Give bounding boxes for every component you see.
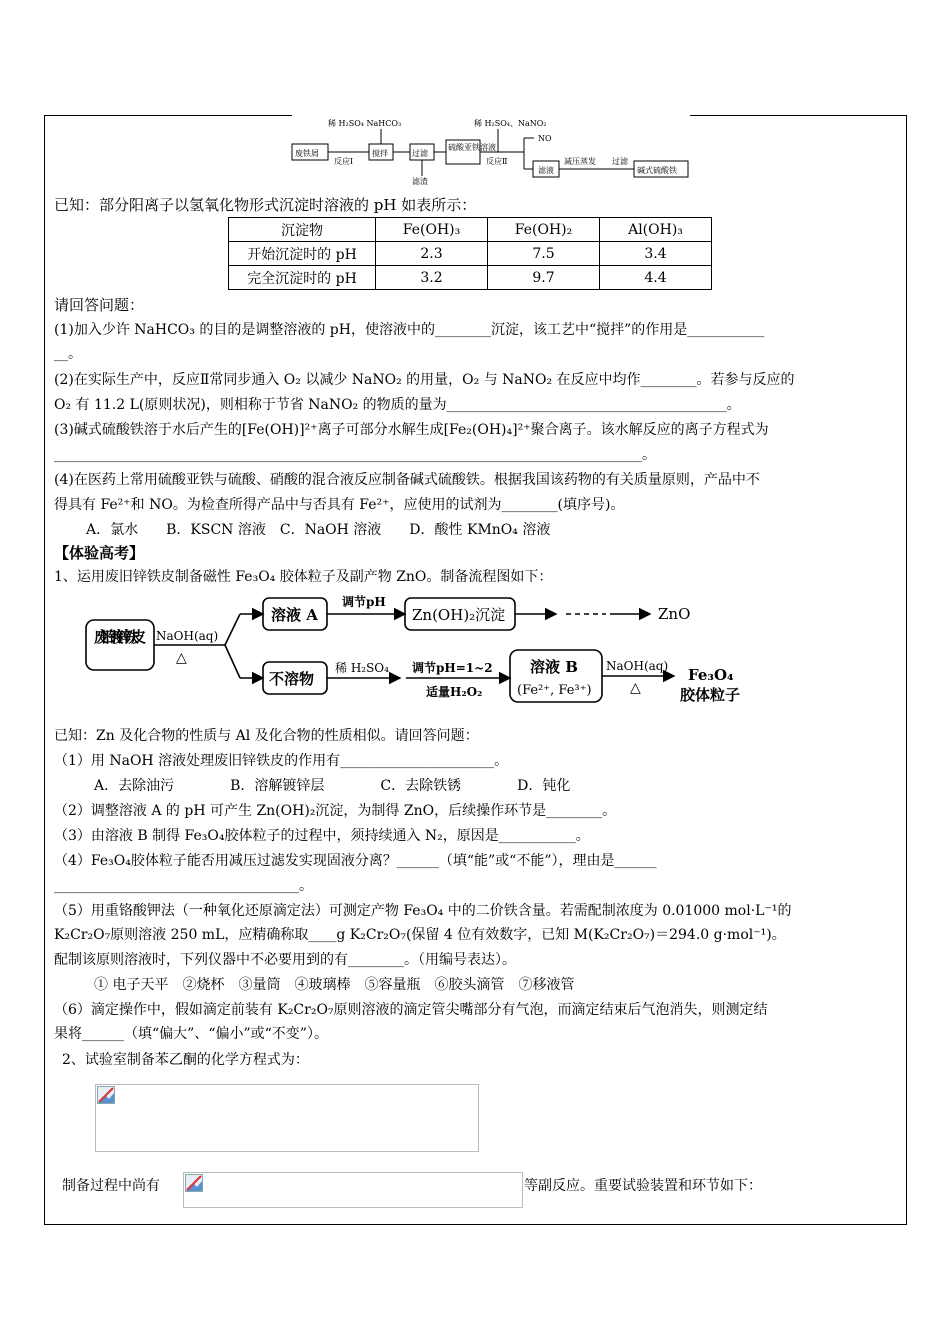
flow1-reaction2: 反应Ⅱ [486,157,508,166]
p1-q5-options: ① 电子天平 ②烧杯 ③量筒 ④玻璃棒 ⑤容量瓶 ⑥胶头滴管 ⑦移液管 [94,977,575,993]
ph-cell: 3.2 [376,266,488,290]
flow2-adjust-ph: 调节pH [342,595,386,609]
flow1-reaction1: 反应Ⅰ [334,157,354,166]
flow2-ions: (Fe²⁺, Fe³⁺) [517,683,592,698]
ph-cell: 2.3 [376,242,488,266]
question-intro: 请回答问题： [54,296,145,314]
flow1-filtrate: 滤液 [538,166,554,175]
flow2-solution-a: 溶液 A [271,606,318,624]
equation-image-placeholder [95,1084,479,1152]
known-statement-1: 已知：部分阳离子以氢氧化物形式沉淀时溶液的 pH 如表所示： [54,196,477,214]
ph-th-0: 沉淀物 [229,218,376,242]
p1-q1: （1）用 NaOH 溶液处理废旧锌铁皮的作用有______________________。 [54,753,509,769]
ph-th-2: Fe(OH)₂ [488,218,600,242]
p1-q2: （2）调整溶液 A 的 pH 可产生 Zn(OH)₂沉淀，为制得 ZnO，后续操作环节是________。 [54,803,617,819]
flow1-ferrous: 硫酸亚铁溶液 [448,143,496,152]
q4-options: A．氯水 B．KSCN 溶液 C．NaOH 溶液 D．酸性 KMnO₄ 溶液 [86,522,551,538]
flow2-insoluble: 不溶物 [269,670,315,688]
frame-top-left [44,115,292,116]
flow2-fe3o4: Fe₃O₄ [688,666,734,684]
p1-q3: （3）由溶液 B 制得 Fe₃O₄胶体粒子的过程中，须持续通入 N₂，原因是___________。 [54,828,590,844]
problem1-intro: 1、运用废旧锌铁皮制备磁性 Fe₃O₄ 胶体粒子及副产物 ZnO。制备流程图如下： [54,569,553,585]
flow2-naoh: NaOH(aq) [156,629,219,643]
flow1-reagents-1: 稀 H₂SO₄ NaHCO₃ [328,119,402,128]
flow2-solution-b: 溶液 B [530,658,578,676]
flow1-product: 碱式硫酸铁 [637,166,677,175]
frame-top-right [690,115,906,116]
flow1-filter2: 过滤 [612,157,628,166]
p1-q5-line3: 配制该原则溶液时，下列仪器中不必要用到的有________。（用编号表达）。 [54,952,516,968]
flow2-naoh2: NaOH(aq) [606,659,669,673]
p2-side-prefix: 制备过程中尚有 [62,1178,160,1194]
flow2-colloid: 胶体粒子 [680,686,741,704]
ph-th-3: Al(OH)₃ [600,218,712,242]
ph-cell: 开始沉淀时的 pH [229,242,376,266]
flow1-evaporate: 减压蒸发 [564,157,596,166]
flow2-delta: △ [176,650,187,666]
ph-cell: 7.5 [488,242,600,266]
flow1-no: NO [538,134,552,143]
side-reaction-image-placeholder [183,1172,523,1208]
flow1-start: 废铁屑 [295,149,319,158]
q1-line2: __。 [54,346,82,362]
flow2-znoh2: Zn(OH)₂沉淀 [412,606,506,624]
p1-q6-line1: （6）滴定操作中，假如滴定前装有 K₂Cr₂O₇原则溶液的滴定管尖嘴部分有气泡，而滴定结束后气泡消失，则测定结 [54,1002,768,1018]
flow-diagram-fe3o4 [80,588,760,710]
broken-image-icon [185,1174,203,1192]
ph-cell: 完全沉淀时的 pH [229,266,376,290]
known-statement-2: 已知：Zn 及化合物的性质与 Al 及化合物的性质相似。请回答问题： [54,728,479,744]
p1-q5-line2: K₂Cr₂O₇原则溶液 250 mL，应精确称取____g K₂Cr₂O₇(保留 4 位有效数字，已知 M(K₂Cr₂O₇)＝294.0 g·mol⁻¹)。 [54,927,786,943]
flow2-start: 废旧镀锌铁皮 [94,628,146,646]
p1-q1-options: A．去除油污 B．溶解镀锌层 C．去除铁锈 D．钝化 [94,778,571,794]
ph-cell: 4.4 [600,266,712,290]
flow1-stir: 搅拌 [372,149,388,158]
q3-line2: ____________________________________________________________________________________。 [54,447,656,463]
problem2-intro: 2、试验室制备苯乙酮的化学方程式为： [62,1052,309,1068]
q4-line2: 得具有 Fe²⁺和 NO。为检查所得产品中与否具有 Fe²⁺，应使用的试剂为________(填序号)。 [54,497,625,513]
q2-line2: O₂ 有 11.2 L(原则状况)，则相称于节省 NaNO₂ 的物质的量为________________________________________。 [54,397,741,413]
flow1-residue: 滤渣 [412,177,428,186]
q1-line1: (1)加入少许 NaHCO₃ 的目的是调整溶液的 pH，使溶液中的________沉淀，该工艺中“搅拌”的作用是___________ [54,322,765,338]
q4-line1: (4)在医药上常用硫酸亚铁与硫酸、硝酸的混合液反应制备碱式硫酸铁。根据我国该药物的有关质量原则，产品中不 [54,472,760,488]
flow-diagram-iron-sulfate [288,116,692,188]
flow2-adjust-ph2: 调节pH=1~2 [412,661,493,675]
p2-side-suffix: 等副反应。重要试验装置和环节如下： [524,1178,762,1194]
q2-line1: (2)在实际生产中，反应Ⅱ常同步通入 O₂ 以减少 NaNO₂ 的用量，O₂ 与 NaNO₂ 在反应中均作________。若参与反应的 [54,372,795,388]
flow2-dilute-acid: 稀 H₂SO₄ [335,661,389,675]
ph-th-1: Fe(OH)₃ [376,218,488,242]
p1-q4-line1: （4）Fe₃O₄胶体粒子能否用减压过滤发实现固液分离？______（填“能”或“不能”），理由是______ [54,853,657,869]
ph-cell: 9.7 [488,266,600,290]
p1-q4-line2: ___________________________________。 [54,878,313,894]
flow2-delta2: △ [630,680,641,696]
q3-line1: (3)碱式硫酸铁溶于水后产生的[Fe(OH)]²⁺离子可部分水解生成[Fe₂(OH)₄]²⁺聚合离子。该水解反应的离子方程式为 [54,422,769,438]
flow2-h2o2: 适量H₂O₂ [426,685,483,699]
flow2-zno: ZnO [658,605,691,623]
broken-image-icon [97,1086,115,1104]
ph-cell: 3.4 [600,242,712,266]
p1-q6-line2: 果将______（填“偏大”、“偏小”或“不变”）。 [54,1026,328,1042]
flow1-filter: 过滤 [412,149,428,158]
section-title: 【体验高考】 [54,544,145,562]
p1-q5-line1: （5）用重铬酸钾法（一种氧化还原滴定法）可测定产物 Fe₃O₄ 中的二价铁含量。若需配制浓度为 0.01000 mol·L⁻¹的 [54,903,792,919]
flow1-reagents-2: 稀 H₂SO₄、NaNO₂ [474,119,547,128]
ph-table [228,217,712,290]
